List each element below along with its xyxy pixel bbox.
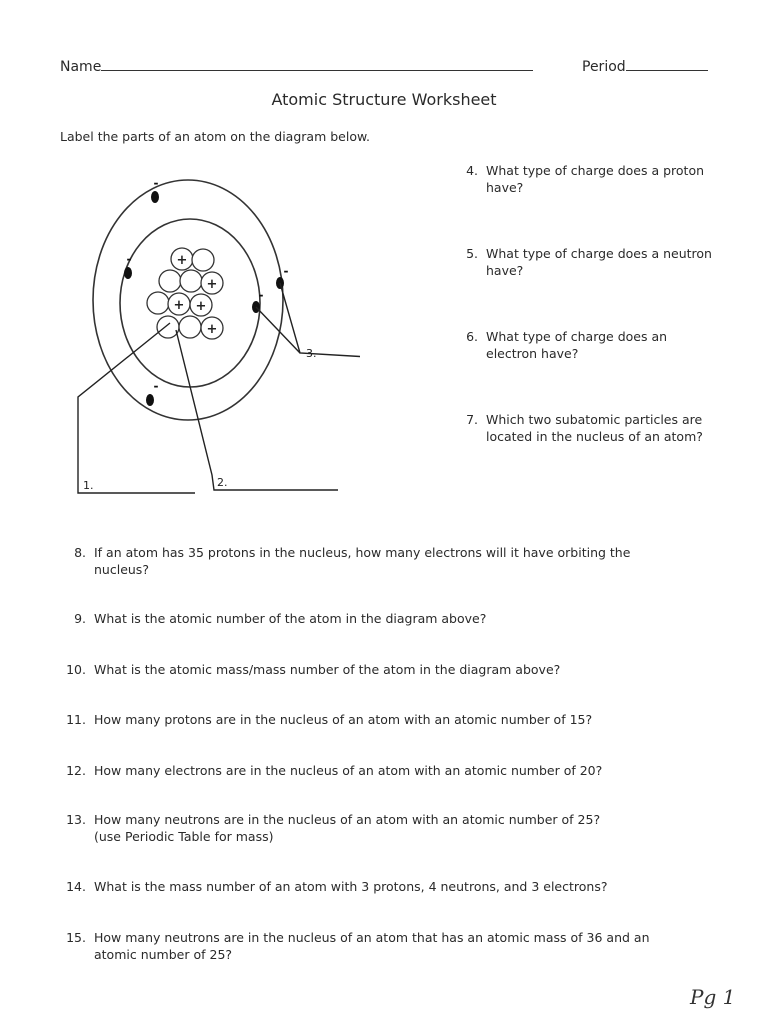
name-blank[interactable] xyxy=(101,54,533,71)
period-field[interactable] xyxy=(582,54,708,75)
label-line-1 xyxy=(78,323,195,493)
question-14: 14. What is the mass number of an atom with 3 protons, 4 neutrons, and 3 electrons? xyxy=(66,879,608,894)
electron-sign: - xyxy=(126,252,132,266)
electron xyxy=(146,394,154,406)
electron-sign: - xyxy=(153,176,159,190)
name-label: Name xyxy=(60,59,102,75)
question-4: 4. What type of charge does a proton have? xyxy=(466,163,705,195)
question-11: 11. How many protons are in the nucleus of an atom with an atomic number of 15? xyxy=(66,712,593,727)
proton-sign: + xyxy=(176,253,188,268)
nucleus-particle xyxy=(159,270,181,292)
question-5: 5. What type of charge does a neutron have? xyxy=(466,246,712,278)
label-number-3: 3. xyxy=(306,347,317,360)
label-line-3 xyxy=(280,283,360,360)
period-label: Period xyxy=(582,59,626,75)
name-field[interactable] xyxy=(60,54,533,75)
proton-sign: + xyxy=(206,322,218,337)
electron-sign: - xyxy=(283,264,289,278)
label-number-1: 1. xyxy=(83,479,94,492)
page-number-handwritten: Pg 1 xyxy=(690,985,736,1009)
page-title: Atomic Structure Worksheet xyxy=(271,90,497,109)
proton-sign: + xyxy=(195,299,207,314)
instruction-text: Label the parts of an atom on the diagram below. xyxy=(60,129,371,144)
question-10: 10. What is the atomic mass/mass number of the atom in the diagram above? xyxy=(66,662,561,677)
nucleus-particle xyxy=(179,316,201,338)
question-15: 15. How many neutrons are in the nucleus of an atom that has an atomic mass of 36 and an atomic number of 25? xyxy=(66,930,650,962)
proton-sign: + xyxy=(173,298,185,313)
question-7: 7. Which two subatomic particles are located in the nucleus of an atom? xyxy=(466,412,703,444)
question-6: 6. What type of charge does an electron have? xyxy=(466,329,668,361)
atom-diagram xyxy=(60,175,360,505)
proton-sign: + xyxy=(206,277,218,292)
question-12: 12. How many electrons are in the nucleus of an atom with an atomic number of 20? xyxy=(66,763,603,778)
question-9: 9. What is the atomic number of the atom in the diagram above? xyxy=(74,611,487,626)
label-number-2: 2. xyxy=(217,476,228,489)
electron-sign: - xyxy=(258,288,264,302)
question-13-note: (use Periodic Table for mass) xyxy=(94,828,274,844)
electron xyxy=(151,191,159,203)
question-13: 13. How many neutrons are in the nucleus of an atom with an atomic number of 25? (use Periodic Table for mass) xyxy=(94,812,694,845)
nucleus-particle xyxy=(180,270,202,292)
electron-sign: - xyxy=(153,379,159,393)
nucleus-particle xyxy=(192,249,214,271)
question-8: 8. If an atom has 35 protons in the nucleus, how many electrons will it have orbiting the nucleus? xyxy=(74,545,631,577)
nucleus-particle xyxy=(147,292,169,314)
period-blank[interactable] xyxy=(626,54,708,71)
nucleus-particle xyxy=(157,316,179,338)
electron xyxy=(124,267,132,279)
